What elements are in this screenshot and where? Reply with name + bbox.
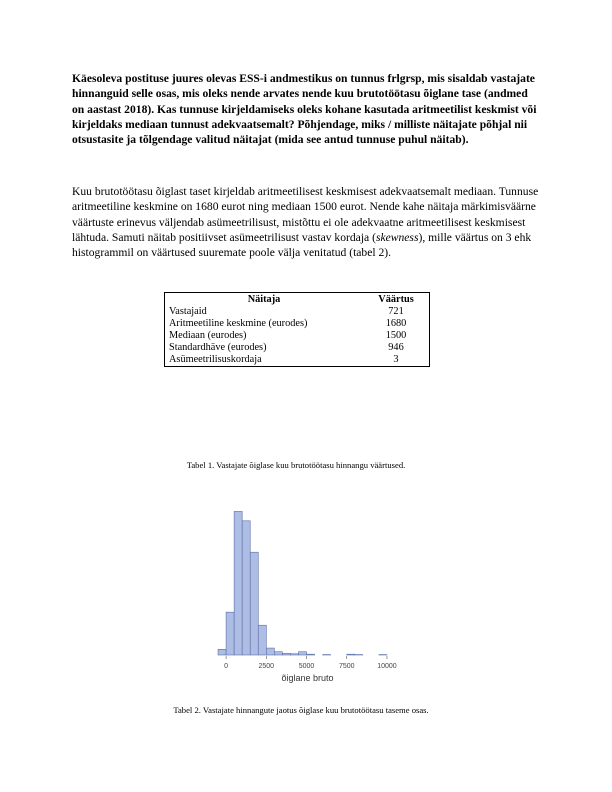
table-row <box>165 354 430 367</box>
table-row <box>165 306 430 318</box>
x-axis <box>224 656 397 670</box>
table-row <box>165 318 430 330</box>
histogram-bar <box>274 652 282 655</box>
x-tick-label: 5000 <box>298 663 315 670</box>
row-label: Aritmeetiline keskmine (eurodes) <box>169 318 308 329</box>
histogram-bar <box>307 654 315 655</box>
row-label: Asümeetrilisuskordaja <box>169 354 262 365</box>
histogram-bar <box>234 511 242 655</box>
question-paragraph: Käesoleva postituse juures olevas ESS-i andmestikus on tunnus frlgrsp, mis sisaldab vastajate hinnanguid selle osas, mis oleks nende arvates nende kuu brutotöötasu õiglane tase (andmed on aastast 2018). Kas tunnuse kirjeldamiseks oleks kohane kasutada aritmeetilist keskmist või kirjeldaks mediaan tunnust adekvaatsemalt? Põhjendage, miks / milliste näitajate põhjal nii otsustasite ja tõlgendage valitud näitajat (mida see antud tunnuse puhul näitab). <box>72 72 537 147</box>
histogram-caption: Tabel 2. Vastajate hinnangute jaotus õiglase kuu brutotöötasu taseme osas. <box>173 705 429 715</box>
histogram-bar <box>242 521 250 655</box>
table-caption: Tabel 1. Vastajate õiglase kuu brutotöötasu hinnangu väärtused. <box>186 460 406 470</box>
histogram-bar <box>250 552 258 655</box>
x-tick-label: 0 <box>224 663 229 670</box>
answer-text-part1: Kuu brutotöötasu õiglast taset kirjeldab aritmeetilisest keskmisest adekvaatsemalt mediaan. Tunnuse aritmeetiline keskmine on 1680 eurot ning mediaan 1500 eurot. Nende kahe näitaja märkimisväärne väärtuste erinevus väljendab asümeetrilisust, mistõttu ei ole adekvaatne aritmeetilisest keskmisest lähtuda. Samuti näitab positiivset asümeetrilisust vastav kordaja ( <box>72 185 539 244</box>
histogram-bar <box>226 612 234 655</box>
table-row <box>165 342 430 354</box>
row-value: 3 <box>393 354 399 365</box>
row-label: Standardhäve (eurodes) <box>169 342 267 353</box>
histogram-chart <box>200 495 400 690</box>
histogram-bar <box>290 654 298 655</box>
answer-text-part2: ), mille väärtus on 3 ehk histogrammil on väärtused suuremate poole välja venitatud (tabel 2). <box>72 230 532 260</box>
x-tick-label: 10000 <box>377 663 397 670</box>
row-value: 1500 <box>385 330 407 341</box>
histogram-bar <box>282 653 290 655</box>
row-value: 946 <box>388 342 404 353</box>
x-tick-label: 2500 <box>258 663 275 670</box>
histogram-bar <box>258 625 266 655</box>
table-row <box>165 330 430 342</box>
x-tick-label: 7500 <box>338 663 355 670</box>
statistics-table <box>164 292 430 367</box>
histogram-bar <box>298 652 306 655</box>
row-value: 1680 <box>385 318 407 329</box>
row-label: Mediaan (eurodes) <box>169 330 247 341</box>
answer-paragraph <box>72 184 542 260</box>
table-header-row <box>165 293 430 307</box>
header-value: Väärtus <box>378 294 414 305</box>
histogram-bars <box>218 511 387 655</box>
header-indicator: Näitaja <box>247 294 281 305</box>
histogram-bar <box>347 654 355 655</box>
skewness-term: skewness <box>375 230 419 244</box>
histogram-bar <box>266 648 274 655</box>
row-value: 721 <box>388 306 404 317</box>
histogram-bar <box>218 649 226 655</box>
x-axis-title: õiglane bruto <box>281 673 334 683</box>
row-label: Vastajaid <box>169 306 207 317</box>
